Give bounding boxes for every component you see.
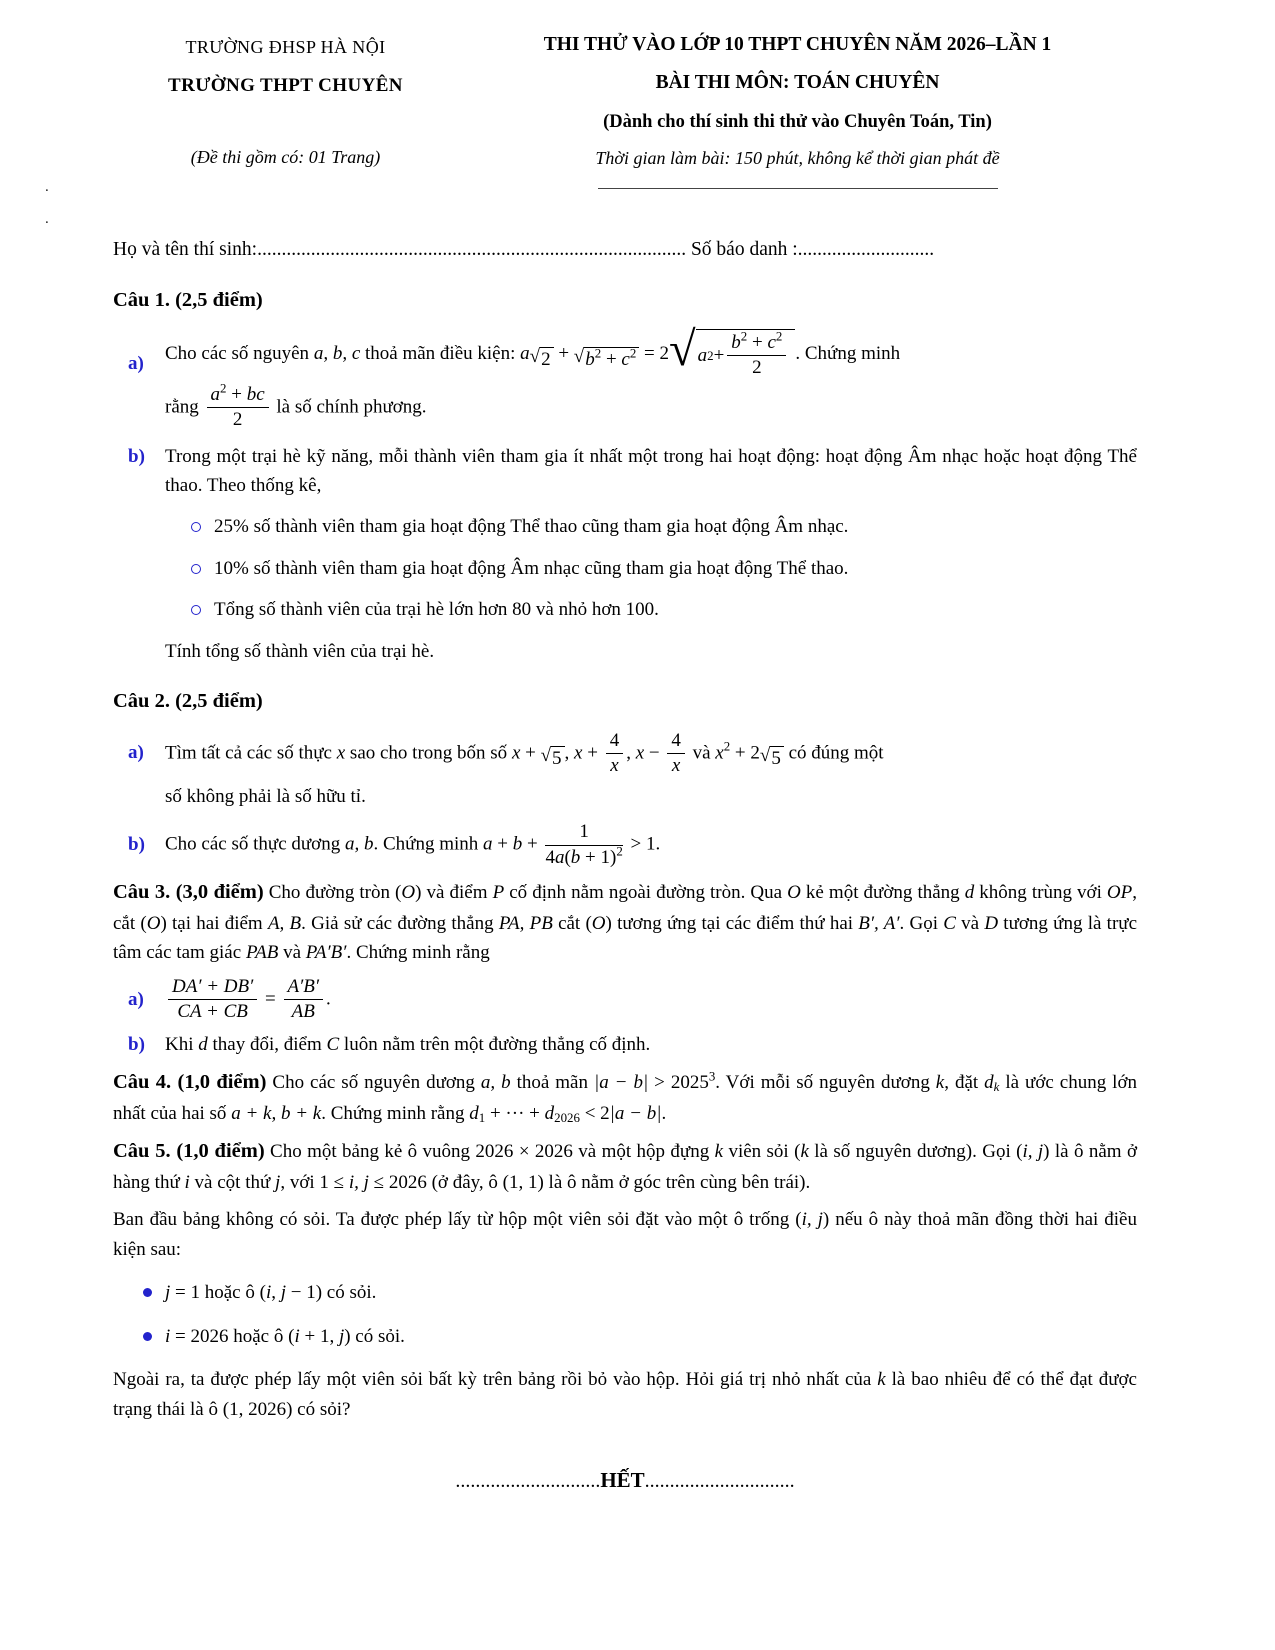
stray-dot-2: . [45, 211, 49, 227]
open-circle-bullet-icon [191, 564, 201, 574]
filled-circle-bullet-icon [143, 1332, 152, 1341]
q2-a-line1: Tìm tất cả các số thực x sao cho trong bốn số x + √ 5 , x + $\frac{4}{x}$ , x − $\frac{4}{x}$ và $x^2 + 2$ √ 5 có đúng một [165, 730, 884, 777]
q1-b-label: b) [128, 445, 145, 467]
candidate-name-label: Họ và tên thí sinh: [113, 239, 258, 260]
q2-b-label: b) [128, 834, 145, 856]
stray-dot-1: . [45, 179, 49, 195]
q1-bullet-text-1: 25% số thành viên tham gia hoạt động Thể thao cũng tham gia hoạt động Âm nhạc. [214, 516, 849, 538]
q1-part-b [113, 442, 1137, 501]
q1-bullet-text-2: 10% số thành viên tham gia hoạt động Âm nhạc cũng tham gia hoạt động Thể thao. [214, 557, 849, 579]
q5-para1 [113, 1136, 1137, 1197]
q5-p1-text: Cho một bảng kẻ ô vuông 2026 × 2026 và một hộp đựng k viên sỏi (k là số nguyên dương). Gọi (i, j) là ô nằm ở hàng thứ i và cột thứ j, với 1 ≤ i, j ≤ 2026 (ở đây, ô (1, 1) là ô nằm ở góc trên cùng bên trái). [113, 1141, 1138, 1193]
q3-a-label: a) [128, 988, 144, 1010]
header-school-block [113, 30, 458, 189]
q2-part-a [113, 726, 1137, 815]
q3-b-line: Khi d thay đổi, điểm C luôn nằm trên một đường thẳng cố định. [165, 1033, 651, 1055]
q1-heading: Câu 1. (2,5 điểm) [113, 289, 263, 312]
q1-bullet-row-1 [191, 512, 1137, 541]
q1-b-text: Trong một trại hè kỹ năng, mỗi thành viên tham gia ít nhất một trong hai hoạt động: hoạt động Âm nhạc hoặc hoạt động Thể thao. Theo thống kê, [165, 445, 1137, 497]
q1-bullet-text-3: Tổng số thành viên của trại hè lớn hơn 80 và nhỏ hơn 100. [214, 599, 659, 621]
school-name-line2: TRƯỜNG THPT CHUYÊN [168, 74, 403, 96]
exam-duration: Thời gian làm bài: 150 phút, không kể thời gian phát đề [595, 148, 1000, 169]
candidate-id-dots: ............................ [797, 239, 935, 260]
q3-b-label: b) [128, 1033, 145, 1055]
exam-subject: BÀI THI MÔN: TOÁN CHUYÊN [655, 72, 940, 94]
header-exam-block [458, 30, 1137, 189]
candidate-line [113, 235, 1137, 265]
page-header [113, 30, 1137, 189]
q1-bullet-row-3 [191, 595, 1137, 624]
q3-part-a [113, 976, 1137, 1024]
radical-sign: √ [540, 745, 552, 767]
open-circle-bullet-icon [191, 605, 201, 615]
q4-heading: Câu 4. (1,0 điểm) [113, 1070, 267, 1093]
q2-a-line2: số không phải là số hữu tỉ. [165, 785, 366, 807]
q2-a-label: a) [128, 742, 144, 763]
exam-title: THI THỬ VÀO LỚP 10 THPT CHUYÊN NĂM 2026–LẦN 1 [543, 34, 1052, 55]
q1-a-line1: Cho các số nguyên a, b, c thoả mãn điều kiện: a √ 2 + √ $b^2 + c^2$ = 2 √ a 2 + $\frac{b^2 + c^2}{2}$ . Chứng minh [165, 322, 901, 379]
q2-b-line: Cho các số thực dương a, b. Chứng minh a + b + $\frac{1}{4a(b + 1)^2}$ > 1. [165, 821, 661, 868]
q4-para [113, 1067, 1137, 1128]
q1-a-label: a) [128, 352, 144, 374]
q5-bullet-row-1 [143, 1278, 1137, 1307]
exam-audience: (Dành cho thí sinh thi thử vào Chuyên Toán, Tin) [603, 112, 992, 133]
q5-bullet-text-2: i = 2026 hoặc ô (i + 1, j) có sỏi. [165, 1325, 405, 1347]
radical-sign: √ [759, 745, 771, 767]
q1-a-body [165, 322, 1137, 436]
q3-a-formula: $\frac{DA' + DB'}{CA + CB}$ = $\frac{A'B'}{AB}$ . [165, 976, 1137, 1024]
header-divider [598, 188, 998, 189]
end-label: HẾT [600, 1467, 645, 1492]
q1-b-conclusion: Tính tổng số thành viên của trại hè. [165, 640, 435, 662]
page-count-note: (Đề thi gồm có: 01 Trang) [190, 147, 381, 168]
q2-part-b [113, 821, 1137, 869]
q4-text: Cho các số nguyên dương a, b thoả mãn $|a - b| > 2025^3$. Với mỗi số nguyên dương k, đặt $d_k$ là ước chung lớn nhất của hai số a + k, b + k. Chứng minh rằng $d_1$ + ··· + $d_{2026} < 2|a - b|$. [113, 1068, 1138, 1125]
end-dots-right: .............................. [644, 1469, 795, 1492]
q3-intro-para [113, 877, 1137, 968]
candidate-id-label: Số báo danh : [686, 239, 798, 260]
end-dots-left: ............................. [455, 1469, 601, 1492]
filled-circle-bullet-icon [143, 1288, 152, 1297]
q2-a-body [165, 726, 1137, 815]
q1-bullet-row-2 [191, 554, 1137, 583]
q1-a-line2: rằng $\frac{a^2 + bc}{2}$ là số chính phương. [165, 380, 427, 431]
q5-para3: Ngoài ra, ta được phép lấy một viên sỏi bất kỳ trên bảng rồi bỏ vào hộp. Hỏi giá trị nhỏ nhất của k là bao nhiêu để có thể đạt được trạng thái là ô (1, 2026) có sỏi? [113, 1369, 1137, 1420]
q5-heading: Câu 5. (1,0 điểm) [113, 1140, 265, 1163]
radical-sign: √ [529, 345, 541, 367]
candidate-name-dots: ........................................................................................ [257, 239, 687, 260]
q5-bullet-row-2 [143, 1322, 1137, 1351]
school-name-line1: TRƯỜNG ĐHSP HÀ NỘI [185, 37, 386, 57]
q5-bullet-text-1: j = 1 hoặc ô (i, j − 1) có sỏi. [165, 1282, 377, 1304]
q2-heading: Câu 2. (2,5 điểm) [113, 690, 263, 713]
q3-intro-text: Cho đường tròn (O) và điểm P cố định nằm ngoài đường tròn. Qua O kẻ một đường thẳng d không trùng với OP, cắt (O) tại hai điểm A, B. Giả sử các đường thẳng PA, PB cắt (O) tương ứng tại các điểm thứ hai B′, A′. Gọi C và D tương ứng là trực tâm các tam giác PAB và PA′B′. Chứng minh rằng [113, 882, 1137, 964]
q5-para2: Ban đầu bảng không có sỏi. Ta được phép lấy từ hộp một viên sỏi đặt vào một ô trống (i, j) nếu ô này thoả mãn đồng thời hai điều kiện sau: [113, 1209, 1137, 1260]
radical-sign: √ [669, 322, 696, 376]
q3-part-b [113, 1030, 1137, 1059]
q1-part-a [113, 322, 1137, 436]
open-circle-bullet-icon [191, 522, 201, 532]
end-line [113, 1464, 1137, 1497]
radical-sign: √ [573, 345, 585, 367]
q3-heading: Câu 3. (3,0 điểm) [113, 881, 264, 904]
